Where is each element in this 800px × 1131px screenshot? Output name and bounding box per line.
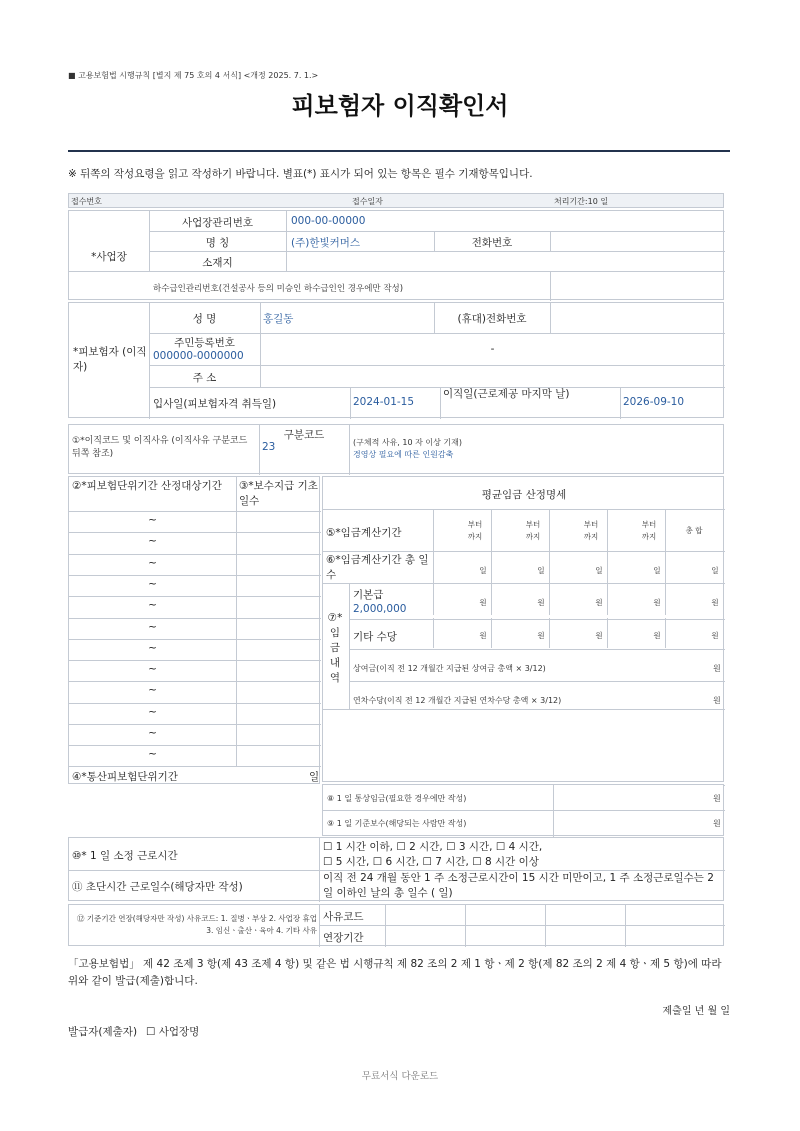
daily-wage-section: [322, 784, 724, 836]
leave-allowance-unit: 원: [713, 696, 721, 705]
other-allowance-unit[interactable]: 원: [711, 631, 719, 640]
period-row-tilde[interactable]: ~: [148, 620, 157, 633]
wage-period-from[interactable]: 부터: [525, 520, 541, 529]
employer-name-label: 명 칭: [205, 237, 230, 249]
wage-days-unit[interactable]: 일: [711, 566, 719, 575]
period-row-tilde[interactable]: ~: [148, 577, 157, 590]
bonus-unit: 원: [713, 664, 721, 673]
receipt-row: [68, 193, 724, 208]
mgmt-no-label: 사업장관리번호: [181, 217, 253, 229]
extension-period-label: 연장기간: [323, 932, 364, 944]
title-divider: [68, 150, 730, 152]
wage-period-from[interactable]: 부터: [641, 520, 657, 529]
insured-name-label: 성 명: [192, 313, 217, 325]
employer-address-label: 소재지: [202, 257, 233, 269]
insured-name-value[interactable]: 홍길동: [263, 313, 294, 325]
issuer-option[interactable]: ☐ 사업장명: [146, 1026, 200, 1038]
base-pay-unit[interactable]: 원: [537, 598, 545, 607]
wage-days-unit[interactable]: 일: [537, 566, 545, 575]
base-pay-unit[interactable]: 원: [595, 598, 603, 607]
employer-phone-label: 전화번호: [471, 237, 513, 249]
reason-code-label: 구분코드: [283, 429, 325, 441]
rrn-value[interactable]: 000000-0000000: [153, 350, 244, 362]
processing-period-label: 처리기간:10 일: [554, 197, 609, 206]
wage-breakdown-label: ⑦* 임 금 내 역: [327, 612, 343, 684]
bonus-label: 상여금(이직 전 12 개월간 지급된 상여금 총액 × 3/12): [353, 664, 546, 673]
receipt-date-label: 접수일자: [352, 197, 383, 206]
employer-section-label: *사업장: [91, 251, 127, 263]
insured-section: [68, 302, 724, 418]
reason-code-value[interactable]: 23: [262, 441, 276, 453]
ordinary-wage-label: ⑧ 1 일 통상임금(필요한 경우에만 작성): [327, 794, 467, 803]
subcontract-label: 하수급인관리번호(건설공사 등의 미승인 하수급인인 경우에만 작성): [153, 284, 404, 294]
daily-hours-options-1[interactable]: ☐ 1 시간 이하, ☐ 2 시간, ☐ 3 시간, ☐ 4 시간,: [323, 841, 543, 853]
daily-hours-label: ⑩* 1 일 소정 근로시간: [72, 850, 178, 862]
period-row-tilde[interactable]: ~: [148, 641, 157, 654]
reason-detail-label: (구체적 사유, 10 자 이상 기재): [353, 438, 462, 447]
other-allowance-unit[interactable]: 원: [537, 631, 545, 640]
short-time-text: 이직 전 24 개월 동안 1 주 소정근로시간이 15 시간 미만이고, 1 주 소정근로일수는 2 일 이하인 날의 총 일수 ( 일): [323, 872, 714, 899]
hire-date-value[interactable]: 2024-01-15: [353, 396, 415, 408]
wage-days-unit[interactable]: 일: [653, 566, 661, 575]
daily-hours-options-2[interactable]: ☐ 5 시간, ☐ 6 시간, ☐ 7 시간, ☐ 8 시간 이상: [323, 856, 539, 868]
wage-period-label: ⑤*임금계산기간: [326, 527, 402, 539]
insured-section-label: *피보험자 (이직자): [73, 346, 147, 373]
ordinary-wage-unit: 원: [713, 794, 721, 803]
wage-period-to[interactable]: 까지: [525, 532, 541, 541]
employer-name-value[interactable]: (주)한빛커머스: [291, 237, 361, 249]
period-row-tilde[interactable]: ~: [148, 556, 157, 569]
other-allowance-label: 기타 수당: [353, 631, 397, 643]
wage-days-unit[interactable]: 일: [479, 566, 487, 575]
working-hours-section: [68, 837, 724, 901]
mgmt-no-value[interactable]: 000-00-00000: [291, 215, 366, 227]
extension-section: [68, 904, 724, 946]
legal-reference: ■ 고용보험법 시행규칙 [별지 제 75 호의 4 서식] <개정 2025. 7. 1.>: [68, 71, 319, 80]
leave-date-label: 이직일(근로제공 마지막 날): [443, 388, 570, 400]
base-pay-label: 기본급: [353, 589, 384, 601]
period-col1-header: ②*피보험단위기간 산정대상기간: [72, 480, 222, 492]
other-allowance-unit[interactable]: 원: [595, 631, 603, 640]
wage-table: [322, 476, 724, 782]
rrn-dash: -: [490, 343, 495, 355]
wage-period-from[interactable]: 부터: [467, 520, 483, 529]
period-row-tilde[interactable]: ~: [148, 663, 157, 676]
extension-label-1: ⑫ 기준기간 연장(해당자만 작성) 사유코드: 1. 질병ㆍ부상 2. 사업장 휴업: [76, 914, 317, 923]
mobile-label: (휴대)전화번호: [457, 313, 527, 325]
base-remuneration-label: ⑨ 1 일 기준보수(해당되는 사람만 작성): [327, 819, 467, 828]
short-time-label: ⑪ 초단시간 근로일수(해당자만 작성): [72, 881, 243, 893]
base-pay-unit[interactable]: 원: [653, 598, 661, 607]
period-row-tilde[interactable]: ~: [148, 705, 157, 718]
wage-days-unit[interactable]: 일: [595, 566, 603, 575]
employer-section: [68, 210, 724, 300]
period-row-tilde[interactable]: ~: [148, 727, 157, 739]
hire-date-label: 입사일(피보험자격 취득일): [153, 398, 277, 410]
period-row-tilde[interactable]: ~: [148, 514, 157, 526]
leave-allowance-label: 연차수당(이직 전 12 개월간 지급된 연차수당 총액 × 3/12): [353, 696, 562, 705]
base-remuneration-unit: 원: [713, 819, 721, 828]
period-row-tilde[interactable]: ~: [148, 599, 157, 612]
period-row-tilde[interactable]: ~: [148, 684, 157, 697]
reason-detail-value[interactable]: 경영상 필요에 따른 인원감축: [353, 450, 454, 459]
total-period-label: ④*통산피보험단위기간: [72, 771, 178, 783]
rrn-label: 주민등록번호: [174, 337, 235, 349]
period-row-tilde[interactable]: ~: [148, 535, 157, 548]
insured-address-label: 주 소: [192, 372, 217, 384]
submission-date[interactable]: 제출일 년 월 일: [662, 1006, 730, 1017]
receipt-number-label: 접수번호: [71, 197, 102, 206]
period-col2-header: ③*보수지급 기초 일수: [239, 480, 318, 507]
wage-period-to[interactable]: 까지: [467, 532, 483, 541]
wage-period-total: 총 합: [685, 526, 703, 535]
download-link[interactable]: 무료서식 다운로드: [361, 1071, 439, 1082]
extension-label-2: 3. 임신ㆍ출산ㆍ육아 4. 기타 사유: [206, 926, 317, 935]
wage-period-to[interactable]: 까지: [641, 532, 657, 541]
page-title: 피보험자 이직확인서: [291, 92, 509, 120]
total-period-unit: 일: [309, 771, 320, 783]
extension-code-label: 사유코드: [323, 911, 364, 923]
reason-label: ①*이직코드 및 이직사유 (이직사유 구분코드 뒤쪽 참조): [72, 436, 248, 459]
reason-section: [68, 424, 724, 474]
wage-period-from[interactable]: 부터: [583, 520, 599, 529]
wage-table-title: 평균임금 산정명세: [481, 489, 567, 501]
instruction-text: ※ 뒤쪽의 작성요령을 읽고 작성하기 바랍니다. 별표(*) 표시가 되어 있는 항목은 필수 기재항목입니다.: [68, 168, 533, 180]
issuer-label: 발급자(제출자): [68, 1026, 138, 1038]
base-pay-unit[interactable]: 원: [711, 598, 719, 607]
legal-statement: 「고용보험법」 제 42 조제 3 항(제 43 조제 4 항) 및 같은 법 시행규칙 제 82 조의 2 제 1 항ㆍ제 2 항(제 82 조의 2 제 4 항ㆍ제 5 항)에 따라 위와 같이 발급(제출)합니다.: [68, 958, 722, 987]
other-allowance-unit[interactable]: 원: [653, 631, 661, 640]
base-pay-value[interactable]: 2,000,000: [353, 603, 407, 615]
wage-days-label: ⑥*임금계산기간 총 일수: [326, 554, 429, 581]
period-row-tilde[interactable]: ~: [148, 748, 157, 761]
other-allowance-unit[interactable]: 원: [479, 631, 487, 640]
wage-period-to[interactable]: 까지: [583, 532, 599, 541]
leave-date-value[interactable]: 2026-09-10: [623, 396, 685, 408]
base-pay-unit[interactable]: 원: [479, 598, 487, 607]
period-table: [68, 476, 320, 784]
